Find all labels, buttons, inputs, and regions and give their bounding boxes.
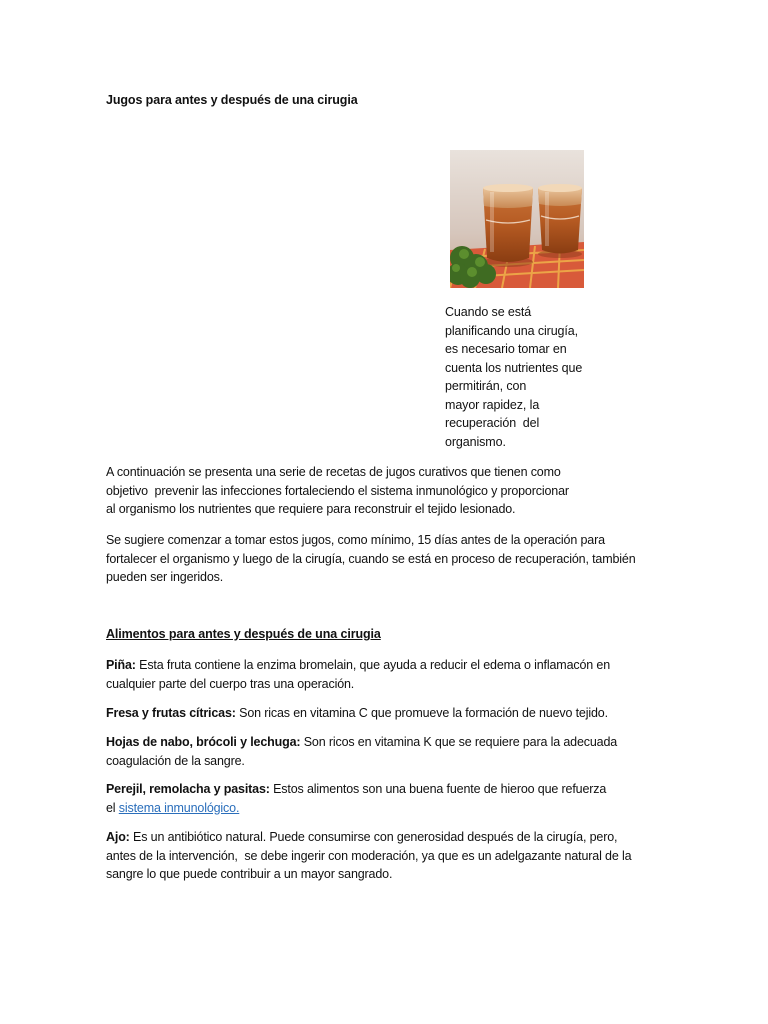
food-item-perejil [106, 780, 666, 817]
food-description: antes de la intervención, se debe ingerir con moderación, ya que es un adelgazante natural de la [106, 848, 632, 863]
paragraph-line: al organismo los nutrientes que requiere para reconstruir el tejido lesionado. [106, 502, 516, 516]
food-description: Estos alimentos son una buena fuente de hieroo que refuerza [269, 782, 607, 796]
food-term: Perejil, remolacha y pasitas: [106, 782, 270, 796]
intro-paragraph-2 [106, 531, 666, 587]
food-item-fresa [106, 704, 666, 723]
caption-line: Cuando se está [445, 305, 532, 319]
image-caption [445, 303, 605, 451]
food-description: coagulación de la sangre. [106, 753, 245, 768]
document-title: Jugos para antes y después de una cirugia [106, 93, 358, 107]
food-term: Piña: [106, 658, 136, 672]
intro-paragraph-1 [106, 463, 666, 519]
food-description: Son ricas en vitamina C que promueve la formación de nuevo tejido. [235, 706, 608, 720]
caption-line: cuenta los nutrientes que [445, 360, 583, 375]
caption-line: organismo. [445, 434, 506, 449]
paragraph-line: objetivo prevenir las infecciones fortaleciendo el sistema inmunológico y proporcionar [106, 483, 569, 498]
paragraph-line: A continuación se presenta una serie de recetas de jugos curativos que tienen como [106, 465, 561, 479]
food-description: Son ricos en vitamina K que se requiere para la adecuada [300, 735, 618, 749]
food-description: sangre lo que puede contribuir a un mayor sangrado. [106, 867, 393, 881]
caption-line: planificando una cirugía, [445, 323, 579, 338]
food-item-ajo [106, 828, 666, 884]
food-item-pina [106, 656, 666, 693]
section-heading: Alimentos para antes y después de una cirugia [106, 627, 381, 641]
food-term: Fresa y frutas cítricas: [106, 706, 236, 720]
food-term: Ajo: [106, 830, 130, 844]
caption-line: mayor rapidez, la [445, 397, 540, 412]
food-description: Es un antibiótico natural. Puede consumirse con generosidad después de la cirugía, pero, [129, 830, 618, 844]
food-term: Hojas de nabo, brócoli y lechuga: [106, 735, 301, 749]
food-item-hojas [106, 733, 666, 770]
sistema-inmunologico-link[interactable]: sistema inmunológico. [118, 800, 240, 815]
food-description: el [106, 800, 119, 815]
caption-line: es necesario tomar en [445, 342, 567, 356]
caption-line: permitirán, con [445, 379, 527, 393]
food-description: Esta fruta contiene la enzima bromelain, que ayuda a reducir el edema o inflamacón en [135, 658, 611, 672]
paragraph-line: Se sugiere comenzar a tomar estos jugos, como mínimo, 15 días antes de la operación para [106, 533, 605, 547]
paragraph-line: pueden ser ingeridos. [106, 570, 224, 584]
caption-line: recuperación del [445, 416, 540, 430]
food-description: cualquier parte del cuerpo tras una operación. [106, 676, 355, 691]
juice-glasses-photo [450, 150, 584, 288]
paragraph-line: fortalecer el organismo y luego de la cirugía, cuando se está en proceso de recuperación, también [106, 551, 636, 566]
